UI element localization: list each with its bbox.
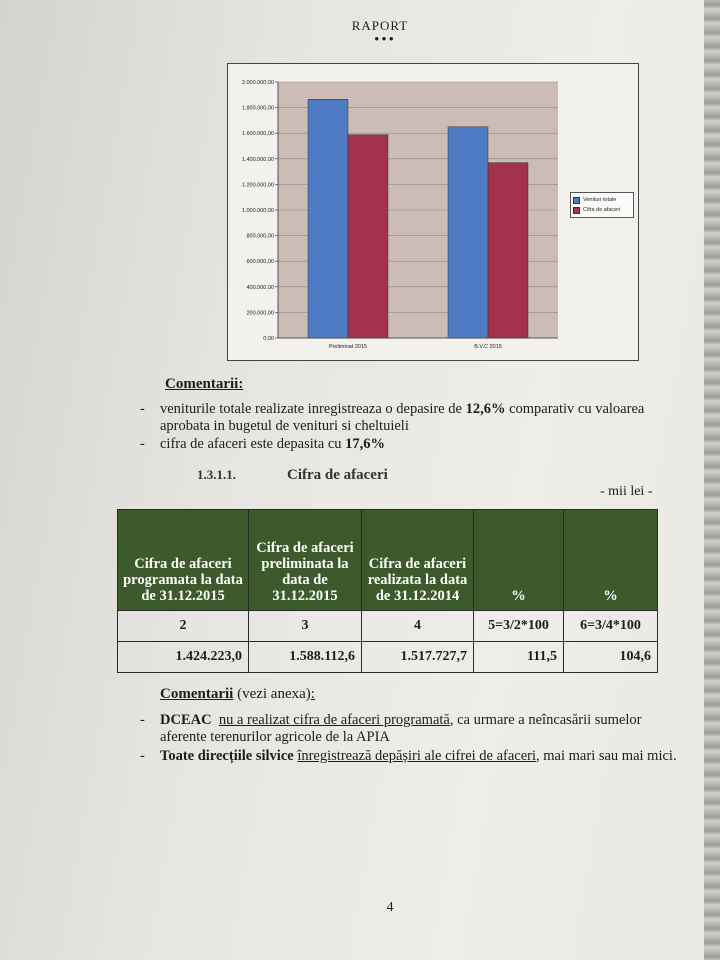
table-cell: 1.424.223,0 [118,642,249,673]
bar-1-1 [308,99,348,338]
comment-text: comparativ cu valoarea aprobata in bugetul de venituri si cheltuieli [160,401,645,434]
annex-comment-subject: DCEAC [160,712,212,728]
table-cell: 1.588.112,6 [249,642,362,673]
bar-2-2 [488,163,528,338]
section-number: 1.3.1.1. [197,467,236,482]
table-cell: 4 [362,611,474,642]
chart-legend [570,192,634,218]
comment-item-1: - veniturile totale realizate inregistreaza o depasire de 12,6% comparativ cu valoarea aprobata in bugetul de venituri si cheltuieli [140,401,645,434]
table-header-cell: Cifra de afaceri preliminata la data de 31.12.2015 [249,510,362,611]
comment-text: veniturile totale realizate inregistreaza o depasire de [160,401,466,417]
legend-label-1: Venituri totale [583,197,617,203]
legend-swatch-2 [573,207,580,214]
table-cell: 6=3/4*100 [564,611,658,642]
y-tick-label: 1.800.000,00 [241,105,274,112]
bar-1-2 [448,127,488,338]
revenue-table [117,509,658,673]
table-header-cell: % [564,510,658,611]
annex-comments-list [140,712,680,767]
annex-comment-text: , ca urmare a neîncasării sumelor aferente terenurilor agricole de la APIA [160,712,642,745]
comments-list [140,401,680,454]
table-cell: 104,6 [564,642,658,673]
y-tick-label: 1.600.000,00 [241,131,274,138]
annex-comment-2: - Toate direcțiile silvice înregistrează depășiri ale cifrei de afaceri, mai mari sau mai mici. [140,748,677,764]
table-row [118,611,658,642]
table-header-cell: % [474,510,564,611]
y-tick-label: 2.000.000,00 [241,80,274,86]
table-cell: 5=3/2*100 [474,611,564,642]
comment-item-2: - cifra de afaceri este depasita cu 17,6% [140,436,386,452]
header-dots: ••• [374,32,396,48]
page-number: 4 [386,900,394,915]
y-tick-label: 1.200.000,00 [241,182,274,189]
annex-comment-text: , mai mari sau mai mici. [536,748,677,764]
x-tick-label: B.V.C 2015 [474,344,502,350]
table-cell: 3 [249,611,362,642]
section-heading [197,467,388,484]
table-header-cell: Cifra de afaceri realizata la data de 31.12.2014 [362,510,474,611]
annex-comment-subject: Toate direcțiile silvice [160,748,294,764]
comments-title: Comentarii: [165,376,244,392]
legend-swatch-1 [573,197,580,204]
table-header-row [118,510,658,611]
comments-annex-colon: : [310,686,315,702]
comment-percent: 12,6% [465,401,506,417]
y-tick-label: 400.000,00 [246,284,274,291]
comments-annex-label: Comentarii [160,686,234,702]
bar-chart [227,63,639,361]
page-header: RAPORT [351,18,409,33]
y-tick-label: 800.000,00 [246,233,274,240]
y-tick-label: 0,00 [263,336,274,342]
comment-text: cifra de afaceri este depasita cu [160,436,346,452]
legend-label-2: Cifra de afaceri [583,207,621,213]
table-cell: 2 [118,611,249,642]
annex-comment-1: - DCEAC nu a realizat cifra de afaceri programată, ca urmare a neîncasării sumelor aferente terenurilor agricole de la APIA [140,712,642,745]
annex-comment-underlined: înregistrează depășiri ale cifrei de afaceri [297,748,537,764]
table-cell: 111,5 [474,642,564,673]
table-cell: 1.517.727,7 [362,642,474,673]
section-title: Cifra de afaceri [287,467,388,483]
y-tick-label: 600.000,00 [246,259,274,266]
table-row [118,642,658,673]
spiral-binding [704,0,720,960]
y-tick-label: 1.400.000,00 [241,156,274,163]
comments-annex-suffix: (vezi anexa) [233,686,311,702]
annex-comment-underlined: nu a realizat cifra de afaceri programată [218,712,450,728]
bar-2-1 [348,135,388,338]
legend-item-1 [573,195,631,205]
comment-percent: 17,6% [345,436,386,452]
comments-annex-title [160,686,315,703]
unit-label: - mii lei - [600,484,653,499]
x-tick-label: Preliminat 2015 [328,344,368,350]
table-header-cell: Cifra de afaceri programata la data de 31.12.2015 [118,510,249,611]
y-tick-label: 1.000.000,00 [241,208,274,214]
y-tick-label: 200.000,00 [246,310,274,317]
legend-item-2 [573,205,631,215]
